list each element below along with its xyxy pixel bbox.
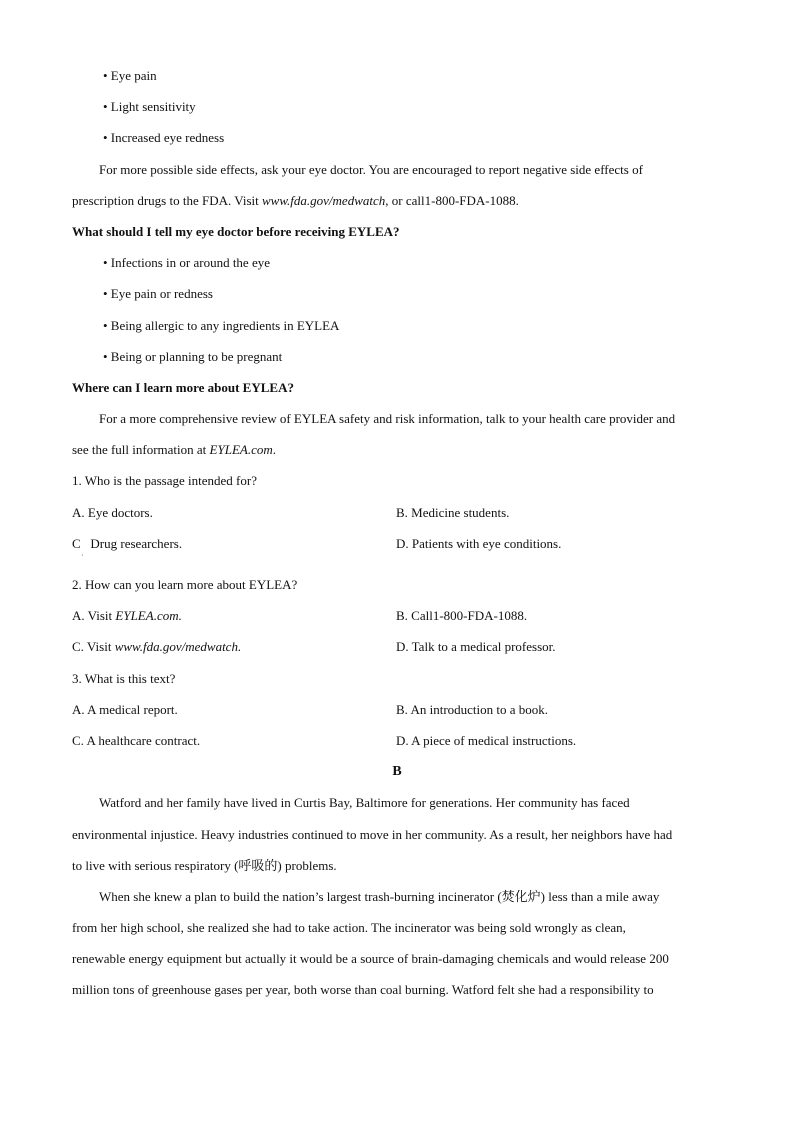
learn-para-line1: For a more comprehensive review of EYLEA safety and risk information, talk to your health care provider and xyxy=(99,411,676,427)
q3-option-a[interactable]: A. A medical report. xyxy=(72,701,178,717)
report-para-line2 xyxy=(72,185,722,216)
q1-option-b[interactable]: B. Medicine students. xyxy=(396,504,510,520)
bullet-pregnant: • Being or planning to be pregnant xyxy=(103,348,283,364)
q2-row1 xyxy=(72,600,722,631)
q1-question: 1. Who is the passage intended for? xyxy=(72,473,257,489)
report-text: prescription drugs to the FDA. Visit xyxy=(72,192,262,208)
report-text-end: , or call1-800-FDA-1088. xyxy=(385,192,519,208)
learn-text: see the full information at xyxy=(72,442,210,458)
b-para2-line1: When she knew a plan to build the nation’s largest trash-burning incinerator (焚化炉) less than a mile away xyxy=(99,888,660,904)
q3-option-c[interactable]: C. A healthcare contract. xyxy=(72,732,201,748)
q2-c-text: C. Visit xyxy=(72,639,115,655)
spacer xyxy=(72,559,722,569)
learn-text-end: . xyxy=(272,442,276,458)
q1-row1 xyxy=(72,497,722,528)
q1-option-c[interactable]: C Drug researchers. · xyxy=(72,528,396,559)
q2-row2 xyxy=(72,631,722,662)
report-para-line1: For more possible side effects, ask your eye doctor. You are encouraged to report negative side effects of xyxy=(99,161,643,177)
learn-para-line2 xyxy=(72,434,722,465)
b-para2-line2: from her high school, she realized she had to take action. The incinerator was being sold wrongly as clean, xyxy=(72,920,626,936)
q3-row2 xyxy=(72,725,722,756)
q3-option-b[interactable]: B. An introduction to a book. xyxy=(396,701,549,717)
q2-option-b[interactable]: B. Call1-800-FDA-1088. xyxy=(396,608,528,624)
q2-c-link: www.fda.gov/medwatch. xyxy=(114,639,242,655)
bullet-eye-pain: • Eye pain xyxy=(103,68,157,83)
q2-option-a[interactable] xyxy=(72,600,396,631)
q3-question: 3. What is this text? xyxy=(72,670,176,686)
bullet-infections: • Infections in or around the eye xyxy=(103,255,270,271)
b-para2-line3: renewable energy equipment but actually it would be a source of brain-damaging chemicals and would release 200 xyxy=(72,951,669,967)
q2-a-text: A. Visit xyxy=(72,608,116,624)
q3-row1 xyxy=(72,694,722,725)
fda-link[interactable]: www.fda.gov/medwatch xyxy=(262,192,386,208)
bullet-eye-redness: • Increased eye redness xyxy=(103,130,225,146)
q2-option-c[interactable] xyxy=(72,631,396,662)
b-para1-line2: environmental injustice. Heavy industries continued to move in her community. As a result, her neighbors have had xyxy=(72,826,673,842)
section-b-title: B xyxy=(392,764,402,780)
heading-tell-doctor: What should I tell my eye doctor before receiving EYLEA? xyxy=(72,223,400,239)
q1-option-d[interactable]: D. Patients with eye conditions. xyxy=(396,535,562,551)
eylea-link[interactable]: EYLEA.com xyxy=(209,442,273,458)
bullet-light-sensitivity: • Light sensitivity xyxy=(103,99,196,115)
q3-option-d[interactable]: D. A piece of medical instructions. xyxy=(396,732,577,748)
q2-question: 2. How can you learn more about EYLEA? xyxy=(72,577,298,592)
b-para1-line1: Watford and her family have lived in Curtis Bay, Baltimore for generations. Her community has faced xyxy=(99,795,630,811)
b-para1-line3: to live with serious respiratory (呼吸的) problems. xyxy=(72,857,337,873)
b-para2-line4: million tons of greenhouse gases per year, both worse than coal burning. Watford felt she had a responsibility to xyxy=(72,982,654,998)
q1-row2 xyxy=(72,528,722,559)
q1-option-a[interactable]: A. Eye doctors. xyxy=(72,504,153,520)
document-page xyxy=(72,60,722,1006)
q2-option-d[interactable]: D. Talk to a medical professor. xyxy=(396,639,556,655)
heading-learn-more: Where can I learn more about EYLEA? xyxy=(72,379,294,395)
q2-a-link: EYLEA.com. xyxy=(115,608,182,624)
bullet-allergic: • Being allergic to any ingredients in EYLEA xyxy=(103,317,340,333)
bullet-pain-redness: • Eye pain or redness xyxy=(103,286,213,302)
